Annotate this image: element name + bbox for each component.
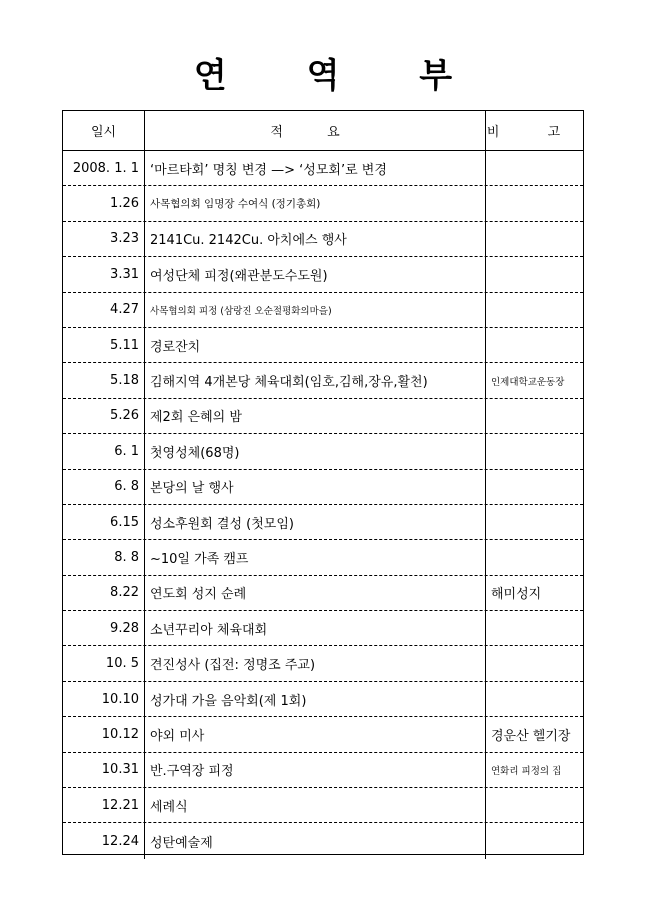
table-row xyxy=(63,576,583,611)
row-summary: 세례식 xyxy=(145,788,486,822)
row-summary: ‘마르타회’ 명칭 변경 —> ‘성모회’로 변경 xyxy=(145,151,486,185)
header-note-label: 비 고 xyxy=(486,125,583,140)
row-summary: 야외 미사 xyxy=(145,717,486,751)
table-row xyxy=(63,823,583,858)
row-date: 10. 5 xyxy=(63,646,145,680)
row-summary: 사목협의회 임명장 수여식 (정기총회) xyxy=(145,186,486,220)
row-date: 9.28 xyxy=(63,611,145,645)
row-note: 경운산 헬기장 xyxy=(491,728,571,744)
row-date: 8. 8 xyxy=(63,540,145,574)
row-note xyxy=(486,151,583,185)
table-row xyxy=(63,151,583,186)
row-date: 5.26 xyxy=(63,399,145,433)
table-row xyxy=(63,682,583,717)
row-note xyxy=(486,505,583,539)
table-row xyxy=(63,328,583,363)
row-note xyxy=(486,823,583,858)
row-date: 5.11 xyxy=(63,328,145,362)
table-row xyxy=(63,540,583,575)
row-note xyxy=(486,293,583,327)
row-note xyxy=(486,434,583,468)
header-summary xyxy=(145,111,486,150)
table-row xyxy=(63,611,583,646)
row-summary: 여성단체 피정(왜관분도수도원) xyxy=(145,257,486,291)
row-note xyxy=(486,682,583,716)
row-summary: 사목협의회 피정 (삼랑진 오순절평화의마을) xyxy=(145,293,486,327)
row-summary: 소년꾸리아 체육대회 xyxy=(145,611,486,645)
row-note xyxy=(486,470,583,504)
table-row xyxy=(63,470,583,505)
row-note xyxy=(486,328,583,362)
page-title: 연 역 부 xyxy=(193,56,487,96)
table-row xyxy=(63,293,583,328)
row-note xyxy=(486,788,583,822)
row-summary: ~10일 가족 캠프 xyxy=(145,540,486,574)
row-summary: 김해지역 4개본당 체육대회(임호,김해,장유,활천) xyxy=(145,363,486,397)
header-date-label: 일시 xyxy=(90,125,117,140)
row-summary: 성소후원회 결성 (첫모임) xyxy=(145,505,486,539)
row-note: 인제대학교운동장 xyxy=(491,376,565,388)
row-date: 3.31 xyxy=(63,257,145,291)
row-date: 6. 8 xyxy=(63,470,145,504)
row-date: 8.22 xyxy=(63,576,145,610)
table-row xyxy=(63,753,583,788)
row-summary: 반.구역장 피정 xyxy=(145,753,486,787)
row-note xyxy=(486,222,583,256)
table-row xyxy=(63,646,583,681)
row-date: 10.10 xyxy=(63,682,145,716)
header-note xyxy=(486,111,583,150)
table-row xyxy=(63,257,583,292)
table-row xyxy=(63,363,583,398)
row-note xyxy=(486,646,583,680)
row-summary: 제2회 은혜의 밤 xyxy=(145,399,486,433)
table-row xyxy=(63,505,583,540)
table-row xyxy=(63,186,583,221)
row-date: 4.27 xyxy=(63,293,145,327)
row-note: 연화리 피정의 집 xyxy=(491,765,562,777)
header-date xyxy=(63,111,145,150)
row-summary: 견진성사 (집전: 정명조 주교) xyxy=(145,646,486,680)
row-note: 해미성지 xyxy=(491,587,542,603)
row-date: 10.31 xyxy=(63,753,145,787)
history-table xyxy=(62,110,584,855)
row-date: 10.12 xyxy=(63,717,145,751)
row-summary: 첫영성체(68명) xyxy=(145,434,486,468)
row-note xyxy=(486,186,583,220)
row-summary: 2141Cu. 2142Cu. 아치에스 행사 xyxy=(145,222,486,256)
table-header xyxy=(63,111,583,151)
row-summary: 성가대 가을 음악회(제 1회) xyxy=(145,682,486,716)
table-row xyxy=(63,788,583,823)
row-date: 5.18 xyxy=(63,363,145,397)
row-note xyxy=(486,257,583,291)
table-row xyxy=(63,717,583,752)
row-date: 6.15 xyxy=(63,505,145,539)
row-date: 6. 1 xyxy=(63,434,145,468)
row-date: 3.23 xyxy=(63,222,145,256)
row-date: 2008. 1. 1 xyxy=(63,151,145,185)
row-summary: 경로잔치 xyxy=(145,328,486,362)
row-summary: 성탄예술제 xyxy=(145,823,486,858)
table-row xyxy=(63,222,583,257)
row-date: 12.24 xyxy=(63,823,145,858)
row-note xyxy=(486,540,583,574)
row-summary: 본당의 날 행사 xyxy=(145,470,486,504)
row-date: 12.21 xyxy=(63,788,145,822)
row-date: 1.26 xyxy=(63,186,145,220)
row-note xyxy=(486,399,583,433)
row-note xyxy=(486,611,583,645)
row-summary: 연도회 성지 순례 xyxy=(145,576,486,610)
table-row xyxy=(63,434,583,469)
table-row xyxy=(63,399,583,434)
table-body xyxy=(63,151,583,859)
header-summary-label: 적 요 xyxy=(270,125,360,140)
